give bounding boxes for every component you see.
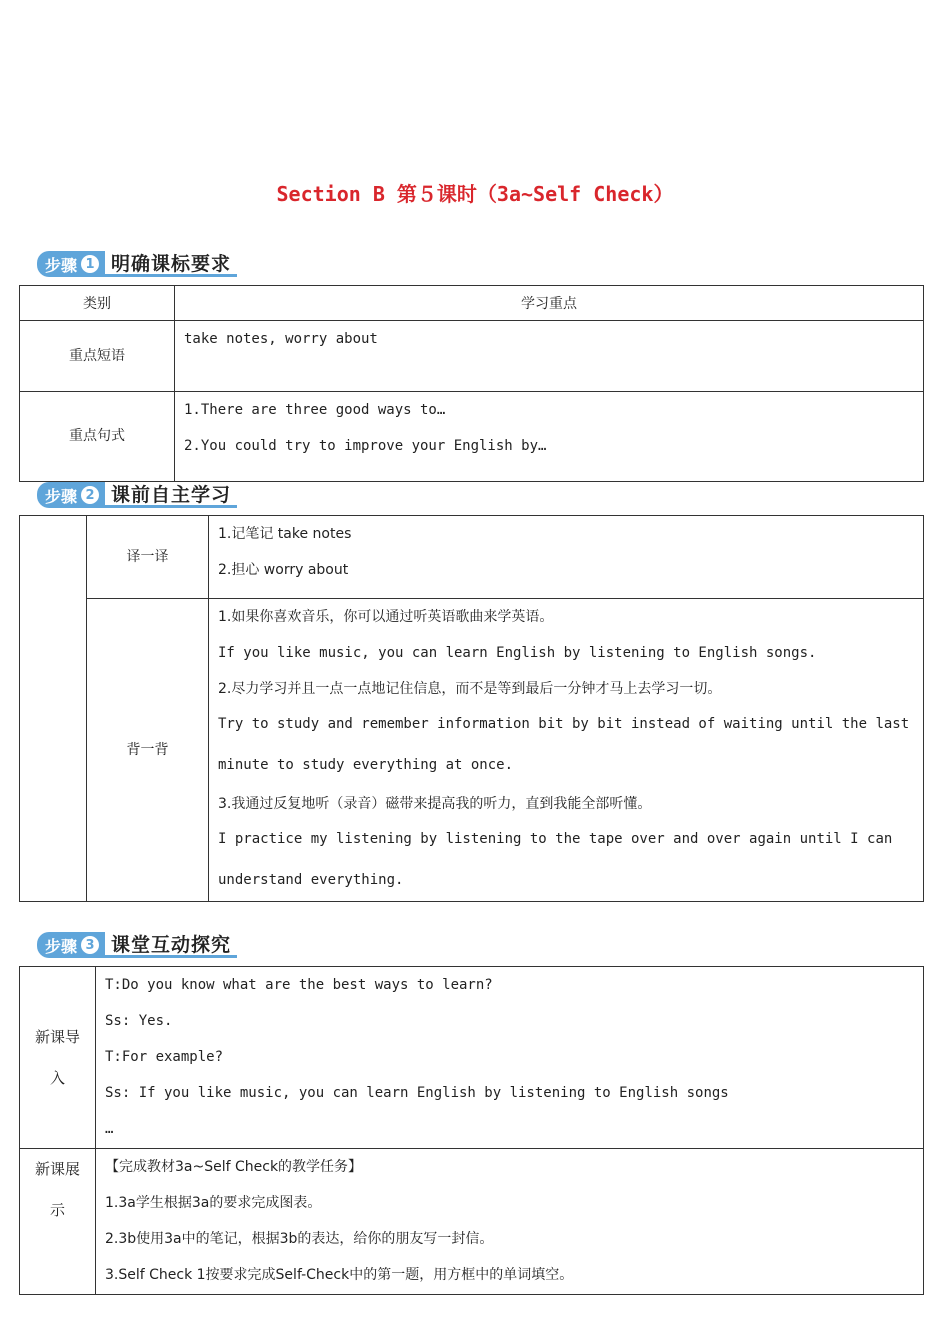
translate-cell bbox=[209, 516, 924, 599]
dialogue-line-1: T:Do you know what are the best ways to learn? bbox=[105, 977, 493, 993]
recite-cell bbox=[209, 599, 924, 902]
recite-cn-2: 2.尽力学习并且一点一点地记住信息，而不是等到最后一分钟才马上去学习一切。 bbox=[218, 681, 722, 697]
step-1-heading: 明确课标要求 bbox=[105, 251, 237, 277]
presentation-label bbox=[20, 1149, 96, 1295]
category-header: 类别 bbox=[20, 286, 175, 321]
key-phrases-cell bbox=[175, 321, 924, 392]
step-3-heading: 课堂互动探究 bbox=[105, 932, 237, 958]
task-heading: 【完成教材3a~Self Check的教学任务】 bbox=[105, 1159, 363, 1175]
lead-in-label-a: 新课导 bbox=[34, 1027, 80, 1046]
key-sentence-1: 1.There are three good ways to… bbox=[184, 402, 446, 418]
dialogue-line-3: T:For example? bbox=[105, 1049, 224, 1065]
recite-en-3: I practice my listening by listening to the tape over and over again until I can understand everything. bbox=[218, 831, 893, 888]
lead-in-label-b: 入 bbox=[49, 1068, 65, 1087]
step-3-tag: 步骤 bbox=[45, 936, 78, 956]
lead-in-cell bbox=[96, 967, 924, 1149]
step-2-badge bbox=[37, 482, 105, 508]
preview-table bbox=[19, 515, 924, 902]
task-2: 2.3b使用3a中的笔记，根据3b的表达，给你的朋友写一封信。 bbox=[105, 1231, 494, 1247]
step-1-number: 1 bbox=[81, 255, 99, 273]
step-1-header bbox=[37, 251, 237, 277]
translate-label: 译一译 bbox=[87, 516, 209, 599]
presentation-label-b: 示 bbox=[49, 1201, 65, 1219]
classroom-table bbox=[19, 966, 924, 1295]
recite-cn-3: 3.我通过反复地听（录音）磁带来提高我的听力，直到我能全部听懂。 bbox=[218, 796, 652, 812]
step-1-badge bbox=[37, 251, 105, 277]
requirements-table bbox=[19, 285, 924, 482]
step-3-badge bbox=[37, 932, 105, 958]
page-title: Section B 第５课时（3a~Self Check） bbox=[276, 182, 674, 206]
recite-label: 背一背 bbox=[87, 599, 209, 902]
step-2-number: 2 bbox=[81, 486, 99, 504]
translate-line-2: 2.担心 worry about bbox=[218, 562, 349, 578]
dialogue-line-4: Ss: If you like music, you can learn English by listening to English songs bbox=[105, 1085, 729, 1101]
lead-in-label bbox=[20, 967, 96, 1149]
key-sentences-label: 重点句式 bbox=[20, 392, 175, 482]
task-1: 1.3a学生根据3a的要求完成图表。 bbox=[105, 1195, 322, 1211]
step-3-number: 3 bbox=[81, 936, 99, 954]
key-sentences-cell bbox=[175, 392, 924, 482]
task-3: 3.Self Check 1按要求完成Self-Check中的第一题，用方框中的单词填空。 bbox=[105, 1267, 574, 1283]
dialogue-line-2: Ss: Yes. bbox=[105, 1013, 173, 1029]
presentation-cell bbox=[96, 1149, 924, 1295]
key-phrases-text: take notes, worry about bbox=[184, 331, 378, 347]
dialogue-ellipsis: … bbox=[105, 1121, 114, 1137]
translate-line-1: 1.记笔记 take notes bbox=[218, 526, 352, 542]
step-3-header bbox=[37, 932, 237, 958]
recite-cn-1: 1.如果你喜欢音乐，你可以通过听英语歌曲来学英语。 bbox=[218, 609, 554, 625]
recite-en-1: If you like music, you can learn English by listening to English songs. bbox=[218, 645, 817, 661]
step-1-tag: 步骤 bbox=[45, 255, 78, 275]
step-2-header bbox=[37, 482, 237, 508]
preview-empty-cell bbox=[20, 516, 87, 902]
presentation-label-a: 新课展 bbox=[34, 1160, 80, 1178]
step-2-heading: 课前自主学习 bbox=[105, 482, 237, 508]
recite-en-2: Try to study and remember information bit by bit instead of waiting until the last minute to study everything at once. bbox=[218, 716, 910, 773]
focus-header: 学习重点 bbox=[175, 286, 924, 321]
key-phrases-label: 重点短语 bbox=[20, 321, 175, 392]
key-sentence-2: 2.You could try to improve your English by… bbox=[184, 438, 547, 454]
step-2-tag: 步骤 bbox=[45, 486, 78, 506]
